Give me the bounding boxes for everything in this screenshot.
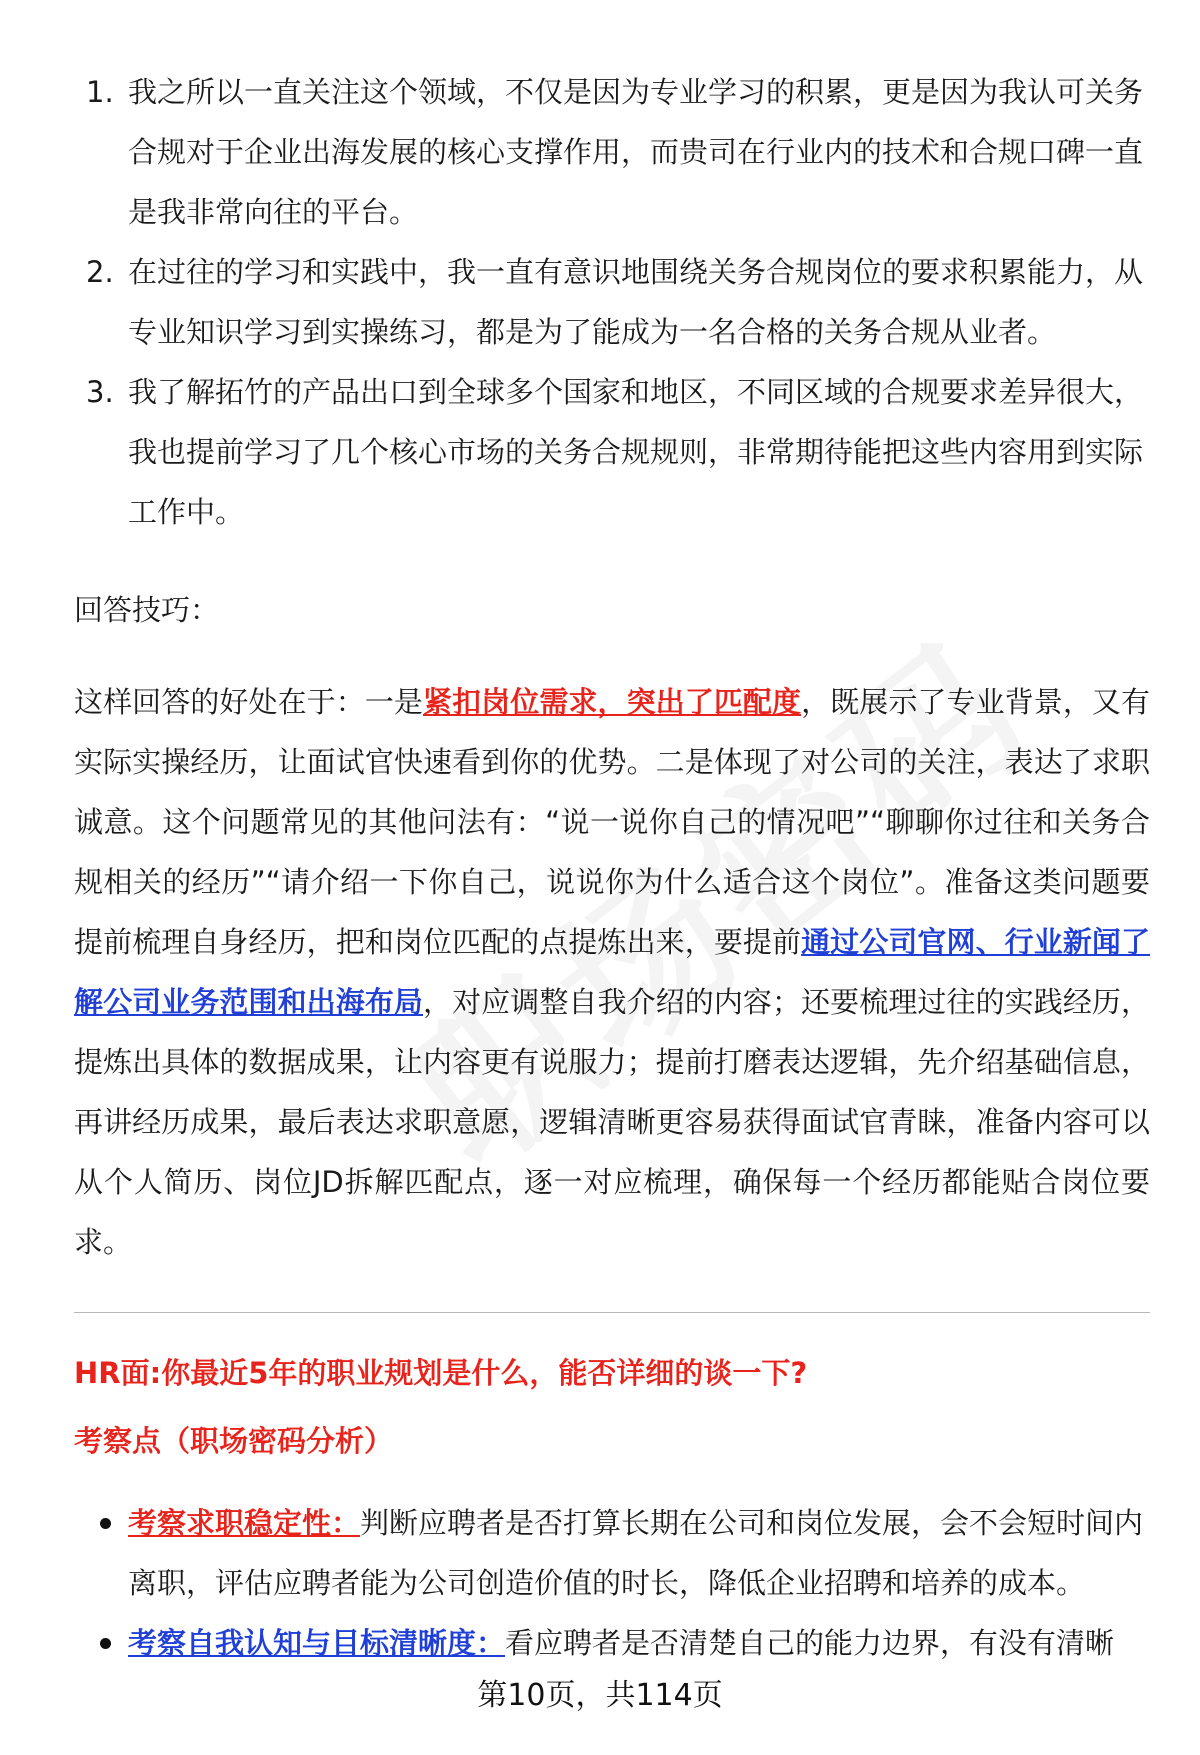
highlight-red: 紧扣岗位需求，突出了匹配度 xyxy=(423,685,802,719)
tips-text-part3: ，对应调整自我介绍的内容；还要梳理过往的实践经历，提炼出具体的数据成果，让内容更有说服力；提前打磨表达逻辑，先介绍基础信息，再讲经历成果，最后表达求职意愿，逻辑清晰更容易获得面试官青睐，准备内容可以从个人简历、岗位JD拆解匹配点，逐一对应梳理，确保每一个经历都能贴合岗位要求。 xyxy=(74,985,1150,1259)
tips-text-part1: 这样回答的好处在于：一是 xyxy=(74,685,423,719)
bullet-label: 考察自我认知与目标清晰度： xyxy=(128,1626,506,1660)
list-item-text: 我之所以一直关注这个领域，不仅是因为专业学习的积累，更是因为我认可关务合规对于企业出海发展的核心支撑作用，而贵司在行业内的技术和合规口碑一直是我非常向往的平台。 xyxy=(128,75,1144,229)
analysis-title: 考察点（职场密码分析） xyxy=(74,1424,394,1458)
page-content xyxy=(74,62,1150,1673)
section-divider xyxy=(74,1312,1150,1313)
list-number: 3. xyxy=(86,375,114,409)
page-footer: 第10页，共114页 xyxy=(477,1678,723,1713)
list-item xyxy=(74,62,1150,242)
numbered-list xyxy=(74,62,1150,542)
tips-text-part2: ，既展示了专业背景，又有实际实操经历，让面试官快速看到你的优势。二是体现了对公司的关注，表达了求职诚意。这个问题常见的其他问法有：“说一说你自己的情况吧”“聊聊你过往和关务合规相关的经历”“请介绍一下你自己，说说你为什么适合这个岗位”。准备这类问题要提前梳理自身经历，把和岗位匹配的点提炼出来，要提前 xyxy=(74,685,1150,959)
tips-paragraph xyxy=(74,672,1150,1272)
list-item xyxy=(74,242,1150,362)
list-item-text: 我了解拓竹的产品出口到全球多个国家和地区，不同区域的合规要求差异很大，我也提前学习了几个核心市场的关务合规规则，非常期待能把这些内容用到实际工作中。 xyxy=(128,375,1144,529)
highlight-blue: 通过公司官网、行业新闻了解公司业务范围和出海布局 xyxy=(74,925,1150,1019)
hr-question: HR面:你最近5年的职业规划是什么，能否详细的谈一下? xyxy=(74,1356,808,1390)
tips-heading: 回答技巧： xyxy=(74,593,220,627)
list-item-text: 在过往的学习和实践中，我一直有意识地围绕关务合规岗位的要求积累能力，从专业知识学习到实操练习，都是为了能成为一名合格的关务合规从业者。 xyxy=(128,255,1144,349)
bullet-item xyxy=(74,1613,1150,1673)
bullet-label: 考察求职稳定性： xyxy=(128,1506,361,1540)
bullet-item xyxy=(74,1493,1150,1613)
bullet-text: 看应聘者是否清楚自己的能力边界，有没有清晰 xyxy=(505,1626,1115,1660)
bullet-dot xyxy=(100,1638,111,1649)
bullet-text: 判断应聘者是否打算长期在公司和岗位发展，会不会短时间内离职，评估应聘者能为公司创造价值的时长，降低企业招聘和培养的成本。 xyxy=(128,1506,1144,1600)
list-number: 1. xyxy=(86,75,114,109)
list-item xyxy=(74,362,1150,542)
bullet-list xyxy=(74,1493,1150,1673)
list-number: 2. xyxy=(86,255,114,289)
bullet-dot xyxy=(100,1518,111,1529)
